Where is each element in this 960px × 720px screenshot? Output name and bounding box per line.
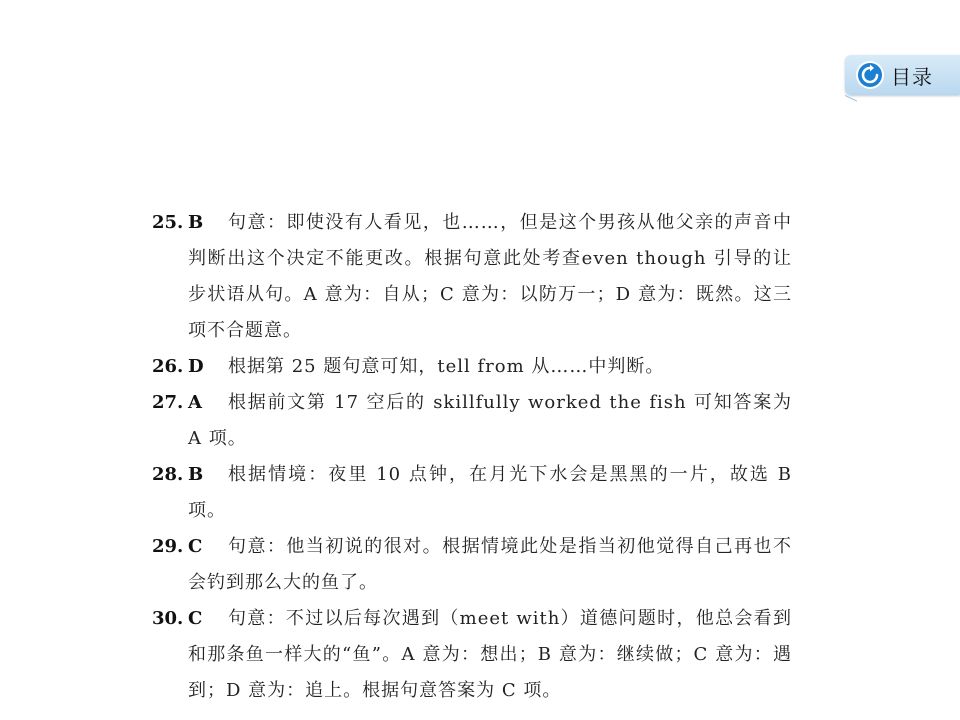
answer-item-26	[152, 349, 792, 385]
item-number: 28.	[152, 464, 184, 485]
toc-button[interactable]	[845, 55, 960, 95]
item-explanation: 根据情境：夜里 10 点钟，在月光下水会是黑黑的一片，故选 B 项。	[188, 464, 792, 521]
toc-label: 目录	[891, 64, 933, 89]
answer-item-29	[152, 529, 792, 601]
item-explanation: 句意：他当初说的很对。根据情境此处是指当初他觉得自己再也不会钓到那么大的鱼了。	[188, 536, 792, 593]
answer-item-27	[152, 385, 792, 457]
item-number: 29.	[152, 536, 184, 557]
item-explanation: 句意：不过以后每次遇到（meet with）道德问题时，他总会看到和那条鱼一样大的“鱼”。A 意为：想出；B 意为：继续做；C 意为：遇到；D 意为：追上。根据句意答案为 C 项。	[188, 608, 792, 701]
item-answer: B	[188, 464, 204, 485]
answer-explanations	[152, 205, 792, 709]
item-answer: C	[188, 536, 203, 557]
item-answer: C	[188, 608, 203, 629]
item-explanation: 根据前文第 17 空后的 skillfully worked the fish 可知答案为 A 项。	[188, 392, 792, 449]
item-number: 27.	[152, 392, 184, 413]
item-answer: A	[188, 392, 202, 413]
item-number: 25.	[152, 212, 184, 233]
item-explanation: 根据第 25 题句意可知，tell from 从……中判断。	[228, 356, 665, 377]
answer-item-30	[152, 601, 792, 709]
circular-arrow-icon	[855, 60, 885, 90]
item-number: 30.	[152, 608, 184, 629]
item-number: 26.	[152, 356, 184, 377]
item-answer: D	[188, 356, 204, 377]
item-answer: B	[188, 212, 204, 233]
answer-item-25	[152, 205, 792, 349]
toc-tab-edge	[845, 95, 857, 105]
item-explanation: 句意：即使没有人看见，也……，但是这个男孩从他父亲的声音中判断出这个决定不能更改。根据句意此处考查even though 引导的让步状语从句。A 意为：自从；C 意为：以防万一；D 意为：既然。这三项不合题意。	[188, 212, 792, 341]
answer-item-28	[152, 457, 792, 529]
